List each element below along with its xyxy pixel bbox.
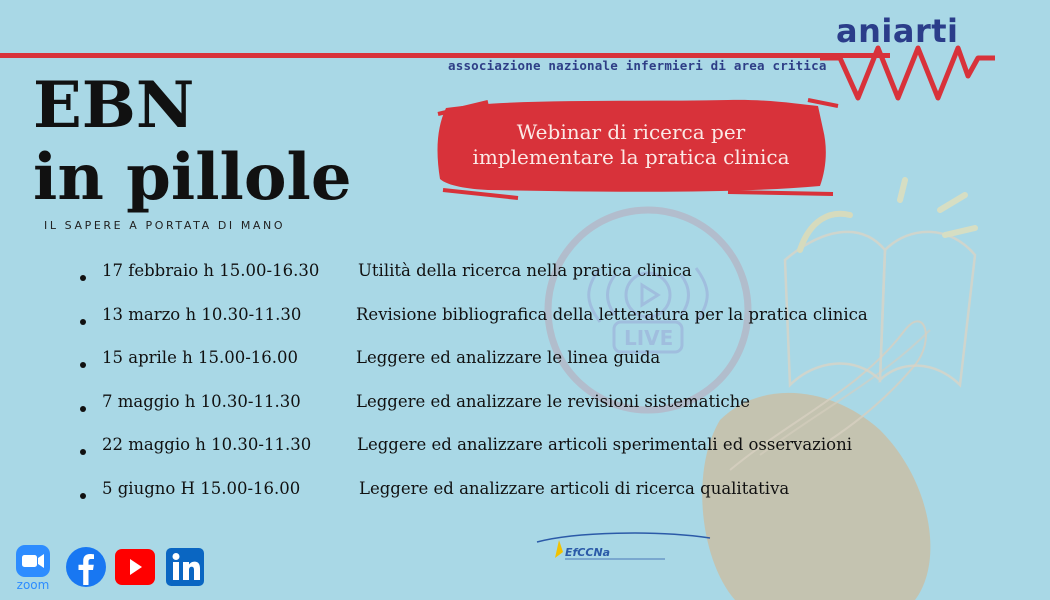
bullet-icon	[80, 275, 86, 281]
zoom-label: zoom	[16, 578, 50, 592]
schedule-topic: Leggere ed analizzare le linea guida	[356, 348, 661, 367]
webinar-banner-text	[446, 120, 816, 170]
bullet-icon	[80, 362, 86, 368]
youtube-icon[interactable]	[114, 545, 156, 589]
page-title-line1: EBN	[33, 68, 195, 143]
schedule-date: 7 maggio h 10.30-11.30	[102, 391, 301, 411]
schedule-topic: Revisione bibliografica della letteratura per la pratica clinica	[356, 304, 868, 324]
efccna-logo-text: EfCCNa	[565, 546, 611, 559]
tagline: IL SAPERE A PORTATA DI MANO	[44, 219, 286, 232]
schedule-topic: Leggere ed analizzare articoli sperimentali ed osservazioni	[357, 435, 852, 454]
bullet-icon	[80, 449, 86, 455]
bullet-icon	[80, 319, 86, 325]
schedule-date: 5 giugno H 15.00-16.00	[102, 478, 301, 498]
schedule-date: 17 febbraio h 15.00-16.30	[102, 261, 320, 280]
efccna-logo	[535, 528, 715, 568]
bullet-icon	[80, 493, 86, 499]
linkedin-icon[interactable]	[164, 545, 206, 589]
schedule-date: 22 maggio h 10.30-11.30	[102, 435, 312, 454]
zoom-icon[interactable]	[12, 545, 56, 593]
schedule-topic: Leggere ed analizzare articoli di ricerca qualitativa	[359, 478, 790, 498]
association-name: associazione nazionale infermieri di area critica	[448, 58, 827, 73]
webinar-line2: implementare la pratica clinica	[472, 145, 790, 169]
aniarti-logo-text: aniarti	[836, 12, 959, 50]
schedule-date: 13 marzo h 10.30-11.30	[102, 304, 302, 324]
page-title-line2: in pillole	[33, 140, 352, 215]
facebook-icon[interactable]	[64, 545, 108, 589]
bullet-icon	[80, 406, 86, 412]
open-book-drawing	[785, 180, 975, 385]
schedule-topic: Leggere ed analizzare le revisioni sistematiche	[356, 391, 751, 411]
schedule-topic: Utilità della ricerca nella pratica clinica	[358, 261, 692, 280]
live-badge: LIVE	[624, 326, 674, 350]
schedule-date: 15 aprile h 15.00-16.00	[102, 348, 299, 367]
webinar-line1: Webinar di ricerca per	[516, 120, 746, 144]
